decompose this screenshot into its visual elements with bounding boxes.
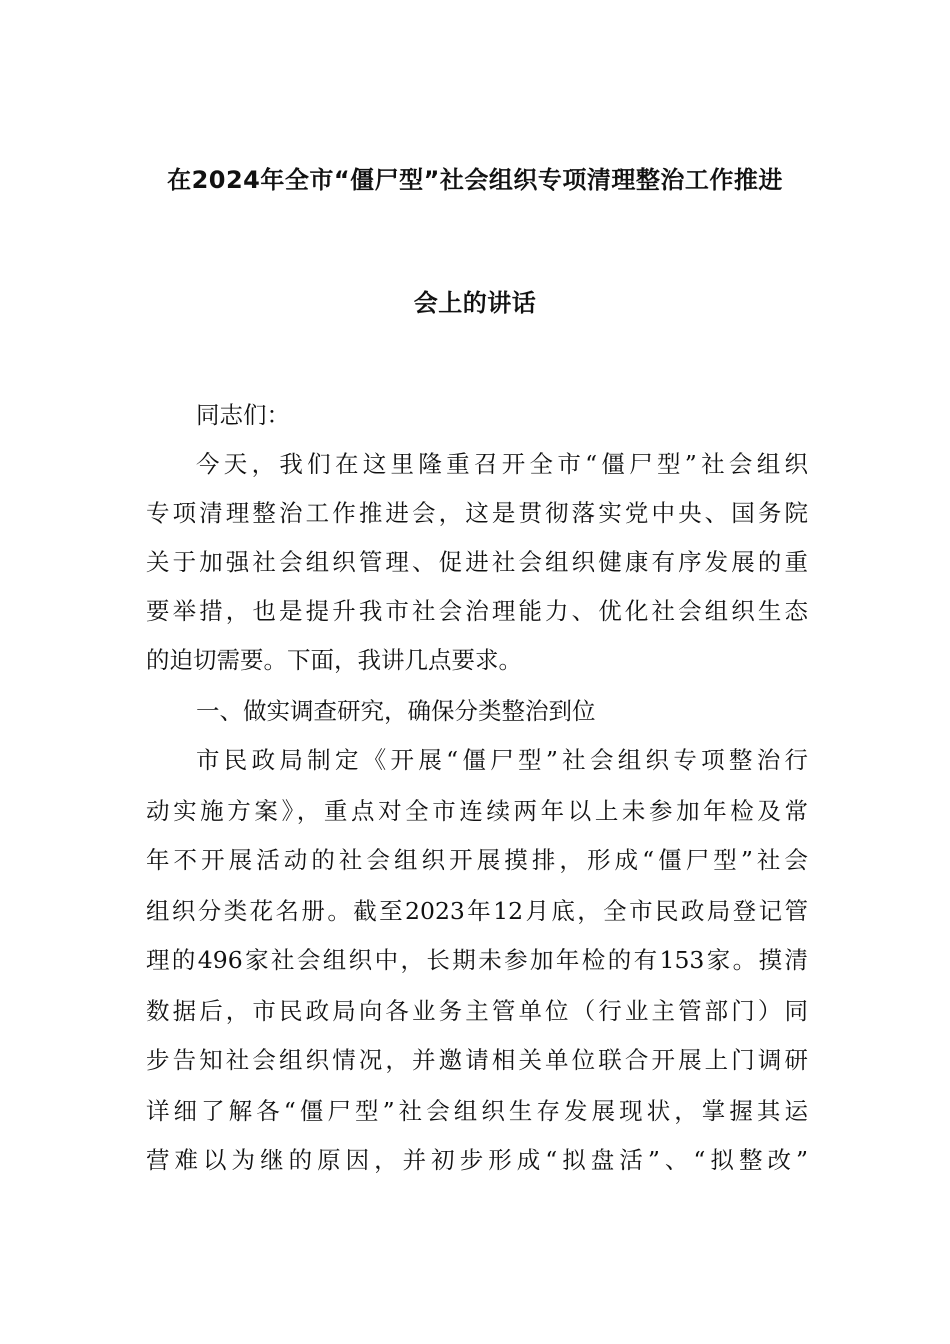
document-title-line-2: 会上的讲话: [413, 289, 537, 317]
body-line: 组织分类花名册。截至2023年12月底，全市民政局登记管: [146, 897, 808, 925]
body-line: 营难以为继的原因，并初步形成“拟盘活”、“拟整改”: [146, 1146, 808, 1174]
body-line: 关于加强社会组织管理、促进社会组织健康有序发展的重: [146, 548, 808, 576]
body-line: 详细了解各“僵尸型”社会组织生存发展现状，掌握其运: [146, 1097, 808, 1125]
section-heading: 一、做实调查研究，确保分类整治到位: [196, 697, 596, 725]
body-line: 年不开展活动的社会组织开展摸排，形成“僵尸型”社会: [146, 846, 808, 874]
body-line: 市民政局制定《开展“僵尸型”社会组织专项整治行: [196, 746, 808, 774]
body-line: 数据后，市民政局向各业务主管单位（行业主管部门）同: [146, 997, 808, 1025]
body-line: 的迫切需要。下面，我讲几点要求。: [146, 646, 522, 674]
body-line: 动实施方案》，重点对全市连续两年以上未参加年检及常: [146, 797, 808, 825]
salutation: 同志们：: [196, 401, 290, 429]
body-line: 理的496家社会组织中，长期未参加年检的有153家。摸清: [146, 946, 808, 974]
body-line: 今天，我们在这里隆重召开全市“僵尸型”社会组织: [196, 450, 808, 478]
body-line: 专项清理整治工作推进会，这是贯彻落实党中央、国务院: [146, 499, 808, 527]
body-line: 要举措，也是提升我市社会治理能力、优化社会组织生态: [146, 597, 808, 625]
body-line: 步告知社会组织情况，并邀请相关单位联合开展上门调研: [146, 1046, 808, 1074]
document-title-line-1: 在2024年全市“僵尸型”社会组织专项清理整治工作推进: [167, 166, 783, 194]
